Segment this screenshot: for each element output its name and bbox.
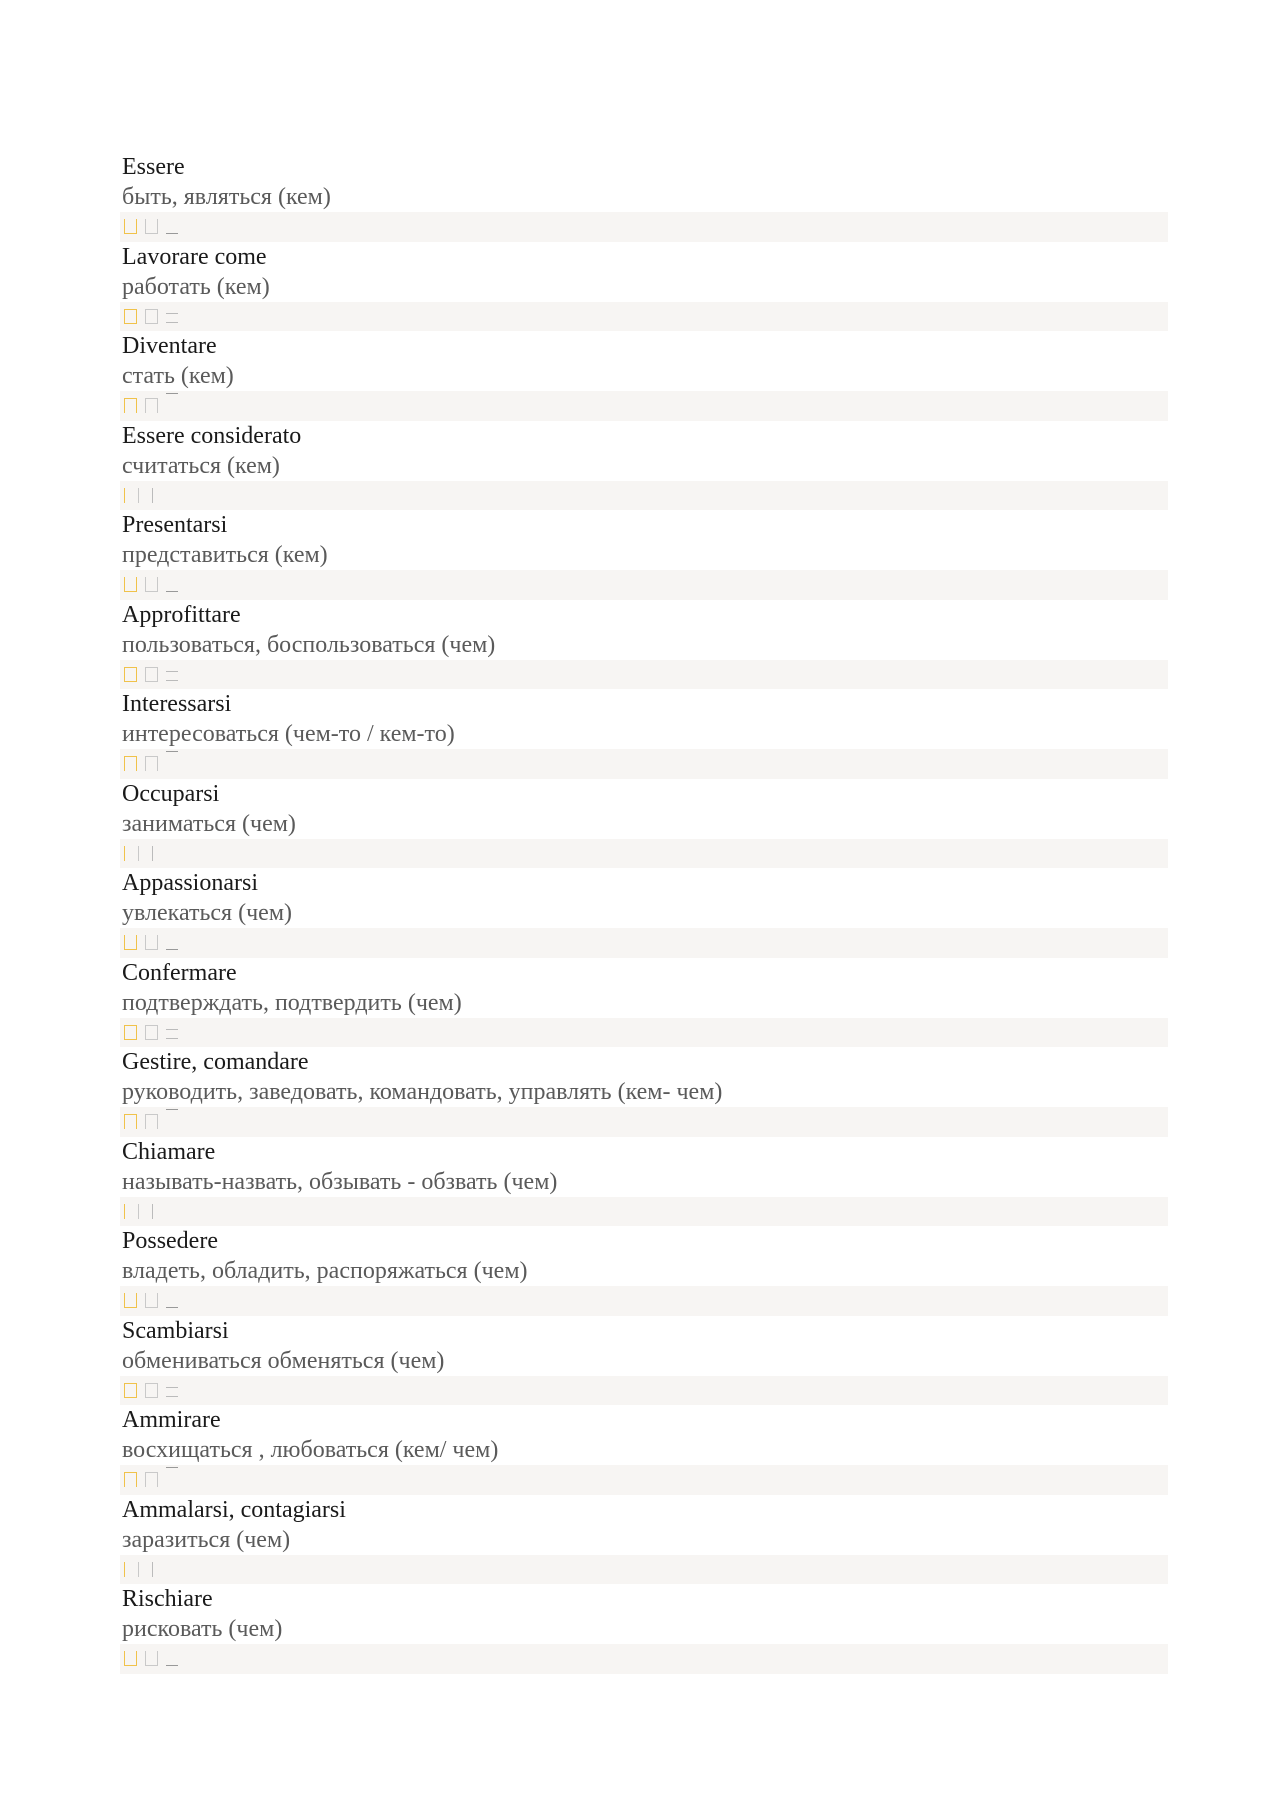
- equals-icon: [166, 1387, 178, 1397]
- equals-icon: [166, 671, 178, 681]
- russian-translation: увлекаться (чем): [122, 900, 292, 926]
- equals-icon: [166, 313, 178, 323]
- entry-controls: [120, 302, 1168, 332]
- russian-translation: называть-назвать, обзывать - обзвать (чем): [122, 1168, 558, 1195]
- bar-icon: [152, 1562, 156, 1577]
- italian-word: Essere considerato: [122, 422, 302, 449]
- bar-icon[interactable]: [138, 846, 142, 861]
- italian-word: Rischiare: [122, 1586, 213, 1612]
- list-item: [120, 242, 1168, 332]
- entry-controls: [120, 1465, 1168, 1495]
- entry-controls: [120, 749, 1168, 779]
- vocabulary-list: [120, 152, 1168, 1674]
- checkbox-icon[interactable]: [124, 398, 137, 413]
- italian-word: Appassionarsi: [122, 870, 258, 896]
- overline-icon: [166, 1109, 178, 1124]
- bar-icon: [152, 1204, 156, 1219]
- bar-icon[interactable]: [124, 1204, 128, 1219]
- russian-translation: обмениваться обменяться (чем): [122, 1347, 445, 1374]
- russian-translation: владеть, обладить, распоряжаться (чем): [122, 1258, 528, 1284]
- checkbox-icon[interactable]: [145, 577, 158, 592]
- list-item: [120, 1226, 1168, 1316]
- bar-icon[interactable]: [124, 1562, 128, 1577]
- bar-icon: [152, 488, 156, 503]
- entry-controls: [120, 1555, 1168, 1585]
- checkbox-icon[interactable]: [145, 309, 158, 324]
- list-item: [120, 1316, 1168, 1406]
- italian-word: Presentarsi: [122, 512, 228, 538]
- list-item: [120, 152, 1168, 242]
- italian-word: Possedere: [122, 1228, 218, 1254]
- entry-controls: [120, 1018, 1168, 1048]
- russian-translation: быть, являться (кем): [122, 184, 331, 210]
- checkbox-icon[interactable]: [145, 667, 158, 682]
- italian-word: Confermare: [122, 959, 237, 986]
- entry-controls: [120, 1107, 1168, 1137]
- russian-translation: подтверждать, подтвердить (чем): [122, 989, 462, 1016]
- italian-word: Diventare: [122, 333, 217, 359]
- entry-controls: [120, 391, 1168, 421]
- list-item: [120, 1405, 1168, 1495]
- entry-controls: [120, 481, 1168, 511]
- checkbox-icon[interactable]: [124, 309, 137, 324]
- overline-icon: [166, 751, 178, 766]
- russian-translation: руководить, заведовать, командовать, управлять (кем- чем): [122, 1079, 723, 1105]
- entry-controls: [120, 928, 1168, 958]
- entry-controls: [120, 1197, 1168, 1227]
- entry-controls: [120, 570, 1168, 600]
- dash-icon: [166, 219, 178, 234]
- entry-controls: [120, 1286, 1168, 1316]
- checkbox-icon[interactable]: [145, 219, 158, 234]
- italian-word: Scambiarsi: [122, 1317, 229, 1344]
- russian-translation: восхищаться , любоваться (кем/ чем): [122, 1437, 499, 1463]
- list-item: [120, 600, 1168, 690]
- russian-translation: стать (кем): [122, 363, 234, 389]
- checkbox-icon[interactable]: [145, 1472, 158, 1487]
- dash-icon: [166, 1293, 178, 1308]
- russian-translation: заразиться (чем): [122, 1526, 291, 1553]
- list-item: [120, 1047, 1168, 1137]
- list-item: [120, 868, 1168, 958]
- entry-controls: [120, 1376, 1168, 1406]
- list-item: [120, 421, 1168, 511]
- overline-icon: [166, 393, 178, 408]
- italian-word: Lavorare come: [122, 243, 267, 270]
- checkbox-icon[interactable]: [145, 1383, 158, 1398]
- list-item: [120, 689, 1168, 779]
- checkbox-icon[interactable]: [145, 398, 158, 413]
- list-item: [120, 331, 1168, 421]
- russian-translation: работать (кем): [122, 273, 270, 300]
- entry-controls: [120, 660, 1168, 690]
- russian-translation: пользоваться, боспользоваться (чем): [122, 631, 496, 658]
- italian-word: Essere: [122, 154, 185, 180]
- list-item: [120, 1584, 1168, 1674]
- equals-icon: [166, 1029, 178, 1039]
- russian-translation: заниматься (чем): [122, 810, 296, 837]
- bar-icon[interactable]: [124, 488, 128, 503]
- italian-word: Chiamare: [122, 1138, 216, 1165]
- russian-translation: рисковать (чем): [122, 1616, 283, 1642]
- italian-word: Interessarsi: [122, 691, 232, 717]
- italian-word: Occuparsi: [122, 780, 220, 807]
- checkbox-icon[interactable]: [124, 1025, 137, 1040]
- checkbox-icon[interactable]: [124, 1383, 137, 1398]
- entry-controls: [120, 839, 1168, 869]
- checkbox-icon[interactable]: [145, 1025, 158, 1040]
- bar-icon: [152, 846, 156, 861]
- checkbox-icon[interactable]: [124, 219, 137, 234]
- overline-icon: [166, 1467, 178, 1482]
- checkbox-icon[interactable]: [145, 1293, 158, 1308]
- list-item: [120, 1137, 1168, 1227]
- checkbox-icon[interactable]: [145, 935, 158, 950]
- checkbox-icon[interactable]: [124, 1293, 137, 1308]
- bar-icon[interactable]: [124, 846, 128, 861]
- checkbox-icon[interactable]: [124, 1114, 137, 1129]
- dash-icon: [166, 935, 178, 950]
- list-item: [120, 1495, 1168, 1585]
- italian-word: Approfittare: [122, 601, 241, 628]
- entry-controls: [120, 212, 1168, 242]
- entry-controls: [120, 1644, 1168, 1674]
- italian-word: Ammirare: [122, 1407, 221, 1433]
- russian-translation: представиться (кем): [122, 542, 328, 568]
- checkbox-icon[interactable]: [124, 577, 137, 592]
- list-item: [120, 779, 1168, 869]
- checkbox-icon[interactable]: [145, 756, 158, 771]
- italian-word: Ammalarsi, contagiarsi: [122, 1496, 346, 1523]
- checkbox-icon[interactable]: [124, 1651, 137, 1666]
- list-item: [120, 958, 1168, 1048]
- checkbox-icon[interactable]: [124, 756, 137, 771]
- list-item: [120, 510, 1168, 600]
- bar-icon[interactable]: [138, 1562, 142, 1577]
- checkbox-icon[interactable]: [124, 1472, 137, 1487]
- checkbox-icon[interactable]: [124, 667, 137, 682]
- checkbox-icon[interactable]: [124, 935, 137, 950]
- russian-translation: интересоваться (чем-то / кем-то): [122, 721, 455, 747]
- checkbox-icon[interactable]: [145, 1114, 158, 1129]
- bar-icon[interactable]: [138, 1204, 142, 1219]
- italian-word: Gestire, comandare: [122, 1049, 309, 1075]
- russian-translation: считаться (кем): [122, 452, 280, 479]
- dash-icon: [166, 1651, 178, 1666]
- checkbox-icon[interactable]: [145, 1651, 158, 1666]
- dash-icon: [166, 577, 178, 592]
- bar-icon[interactable]: [138, 488, 142, 503]
